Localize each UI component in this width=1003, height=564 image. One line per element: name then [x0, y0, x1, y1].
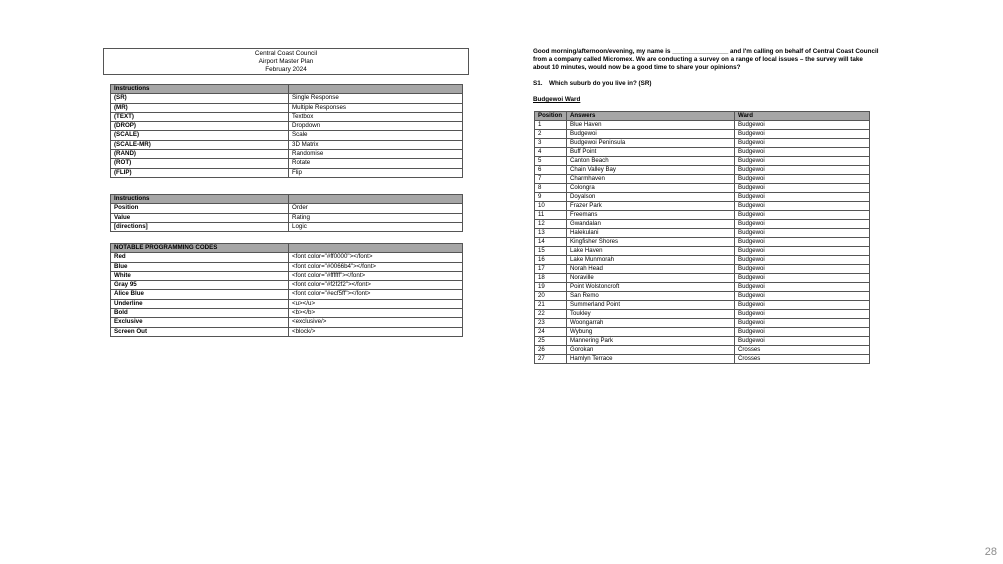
- programming-code-row-cell: Underline: [111, 299, 289, 308]
- suburb-row-cell: 10: [535, 202, 567, 211]
- suburb-row-cell: 3: [535, 139, 567, 148]
- instruction-row: [111, 94, 463, 103]
- suburb-row-cell: Woongarrah: [567, 319, 735, 328]
- suburb-row: [535, 247, 870, 256]
- programming-code-row-cell: <block/>: [289, 327, 463, 336]
- suburb-row-cell: 17: [535, 265, 567, 274]
- suburb-row-cell: Budgewoi: [735, 139, 870, 148]
- suburb-row-cell: 15: [535, 247, 567, 256]
- suburb-row-cell: Budgewoi: [735, 292, 870, 301]
- suburb-row-cell: Crosses: [735, 355, 870, 364]
- instruction-row-cell: Dropdown: [289, 122, 463, 131]
- programming-code-row: [111, 253, 463, 262]
- suburb-row-cell: Budgewoi: [735, 265, 870, 274]
- suburb-row-cell: Budgewoi: [735, 202, 870, 211]
- programming-code-row: [111, 262, 463, 271]
- suburb-row-cell: Canton Beach: [567, 157, 735, 166]
- instruction-row-cell: (SR): [111, 94, 289, 103]
- instruction-2-row-cell: Logic: [289, 222, 463, 231]
- programming-codes-table: [110, 243, 463, 337]
- suburb-row: [535, 220, 870, 229]
- instructions-table-2-title: Instructions: [111, 195, 289, 204]
- suburb-row: [535, 265, 870, 274]
- suburb-row-cell: Toukley: [567, 310, 735, 319]
- header-answers: Answers: [567, 112, 735, 121]
- suburb-row: [535, 238, 870, 247]
- programming-code-row: [111, 318, 463, 327]
- programming-code-row-cell: White: [111, 271, 289, 280]
- suburb-row-cell: 22: [535, 310, 567, 319]
- instruction-row-cell: Rotate: [289, 159, 463, 168]
- suburb-row: [535, 346, 870, 355]
- suburb-row-cell: 1: [535, 121, 567, 130]
- suburb-row-cell: 23: [535, 319, 567, 328]
- instruction-row-cell: (ROT): [111, 159, 289, 168]
- suburb-row-cell: 21: [535, 301, 567, 310]
- suburb-row-cell: 13: [535, 229, 567, 238]
- instruction-row-cell: Flip: [289, 168, 463, 177]
- suburb-row-cell: Hamlyn Terrace: [567, 355, 735, 364]
- programming-code-row-cell: <b></b>: [289, 309, 463, 318]
- suburb-row-cell: 12: [535, 220, 567, 229]
- suburb-row: [535, 175, 870, 184]
- programming-code-row-cell: Exclusive: [111, 318, 289, 327]
- suburb-row: [535, 166, 870, 175]
- instruction-row: [111, 112, 463, 121]
- instruction-2-row: [111, 204, 463, 213]
- suburb-row-cell: Wybung: [567, 328, 735, 337]
- document-title-box: [103, 48, 469, 75]
- programming-code-row-cell: <u></u>: [289, 299, 463, 308]
- suburb-row-cell: Budgewoi: [735, 148, 870, 157]
- programming-code-row-cell: Gray 95: [111, 281, 289, 290]
- suburb-row: [535, 301, 870, 310]
- instruction-2-row-cell: Position: [111, 204, 289, 213]
- suburb-row: [535, 310, 870, 319]
- instruction-row-cell: Multiple Responses: [289, 103, 463, 112]
- suburb-row-cell: Halekulani: [567, 229, 735, 238]
- instructions-table-2: [110, 194, 463, 232]
- programming-code-row-cell: Alice Blue: [111, 290, 289, 299]
- suburb-row-cell: Budgewoi: [735, 130, 870, 139]
- suburb-row-cell: Budgewoi: [735, 283, 870, 292]
- suburb-row-cell: 18: [535, 274, 567, 283]
- suburb-row-cell: 7: [535, 175, 567, 184]
- programming-code-row-cell: <font color="#0066b4"></font>: [289, 262, 463, 271]
- instruction-2-row: [111, 222, 463, 231]
- suburb-row-cell: 24: [535, 328, 567, 337]
- programming-code-row-cell: Blue: [111, 262, 289, 271]
- suburb-row: [535, 274, 870, 283]
- suburb-row-cell: 6: [535, 166, 567, 175]
- suburb-row: [535, 157, 870, 166]
- instructions-table-title: Instructions: [111, 85, 289, 94]
- instruction-row: [111, 140, 463, 149]
- programming-code-row-cell: Bold: [111, 309, 289, 318]
- suburb-row-cell: 2: [535, 130, 567, 139]
- programming-code-row-cell: <exclusive/>: [289, 318, 463, 327]
- suburb-row-cell: 26: [535, 346, 567, 355]
- suburb-row-cell: 27: [535, 355, 567, 364]
- instructions-table: [110, 84, 463, 178]
- suburb-row: [535, 256, 870, 265]
- instruction-row-cell: 3D Matrix: [289, 140, 463, 149]
- suburb-row: [535, 121, 870, 130]
- suburb-row-cell: Chain Valley Bay: [567, 166, 735, 175]
- suburb-row-cell: Budgewoi: [735, 184, 870, 193]
- suburb-row: [535, 319, 870, 328]
- suburb-row: [535, 337, 870, 346]
- instruction-row-cell: (FLIP): [111, 168, 289, 177]
- programming-code-row-cell: Red: [111, 253, 289, 262]
- programming-code-row-cell: <font color="#ff0000"></font>: [289, 253, 463, 262]
- suburb-row-cell: Crosses: [735, 346, 870, 355]
- suburb-row-cell: Budgewoi Peninsula: [567, 139, 735, 148]
- suburb-row-cell: Budgewoi: [735, 157, 870, 166]
- instruction-row: [111, 159, 463, 168]
- ward-table-header-row: [535, 112, 870, 121]
- suburb-row-cell: Budgewoi: [735, 247, 870, 256]
- suburb-row-cell: Budgewoi: [735, 121, 870, 130]
- suburb-row: [535, 184, 870, 193]
- instruction-row-cell: (DROP): [111, 122, 289, 131]
- programming-code-row: [111, 299, 463, 308]
- suburb-row-cell: Budgewoi: [735, 301, 870, 310]
- programming-code-row: [111, 290, 463, 299]
- suburb-row-cell: 16: [535, 256, 567, 265]
- programming-code-row: [111, 271, 463, 280]
- suburb-row-cell: Kingfisher Shores: [567, 238, 735, 247]
- instruction-row-cell: Scale: [289, 131, 463, 140]
- suburb-row-cell: 20: [535, 292, 567, 301]
- programming-code-row-cell: <font color="#f2f2f2"></font>: [289, 281, 463, 290]
- suburb-row: [535, 130, 870, 139]
- instruction-row-cell: (MR): [111, 103, 289, 112]
- suburb-row-cell: 8: [535, 184, 567, 193]
- instruction-row: [111, 150, 463, 159]
- suburb-row-cell: Lake Haven: [567, 247, 735, 256]
- suburb-row: [535, 193, 870, 202]
- suburb-row: [535, 229, 870, 238]
- instruction-row: [111, 103, 463, 112]
- programming-code-row-cell: Screen Out: [111, 327, 289, 336]
- suburb-row-cell: Budgewoi: [735, 319, 870, 328]
- programming-codes-title: NOTABLE PROGRAMMING CODES: [111, 244, 289, 253]
- page-number: 28: [984, 546, 997, 558]
- instruction-2-row-cell: Value: [111, 213, 289, 222]
- suburb-row-cell: Budgewoi: [735, 193, 870, 202]
- question-text: Which suburb do you live in? (SR): [549, 80, 652, 87]
- suburb-row-cell: Budgewoi: [735, 328, 870, 337]
- instruction-2-row-cell: Order: [289, 204, 463, 213]
- instruction-row: [111, 122, 463, 131]
- suburb-row-cell: Frazer Park: [567, 202, 735, 211]
- instruction-row-cell: (SCALE): [111, 131, 289, 140]
- instruction-2-row: [111, 213, 463, 222]
- instruction-row-cell: Textbox: [289, 112, 463, 121]
- suburb-row-cell: 9: [535, 193, 567, 202]
- suburb-ward-table: [534, 111, 870, 364]
- suburb-row: [535, 139, 870, 148]
- suburb-row: [535, 328, 870, 337]
- suburb-row: [535, 202, 870, 211]
- programming-code-row-cell: <font color="#ecf5ff"></font>: [289, 290, 463, 299]
- suburb-row-cell: Budgewoi: [735, 310, 870, 319]
- suburb-row-cell: 4: [535, 148, 567, 157]
- suburb-row: [535, 292, 870, 301]
- suburb-row-cell: Buff Point: [567, 148, 735, 157]
- header-position: Position: [535, 112, 567, 121]
- suburb-row: [535, 283, 870, 292]
- instruction-row-cell: (SCALE-MR): [111, 140, 289, 149]
- project-name: Airport Master Plan: [258, 57, 314, 65]
- suburb-row-cell: Budgewoi: [735, 274, 870, 283]
- suburb-row-cell: Point Wolstoncroft: [567, 283, 735, 292]
- suburb-row-cell: 5: [535, 157, 567, 166]
- programming-code-row: [111, 327, 463, 336]
- suburb-row-cell: Noraville: [567, 274, 735, 283]
- survey-intro-script: Good morning/afternoon/evening, my name is ________________ and I'm calling on behalf of Central Coast Council from a company called Micromex. We are conducting a survey on a range of local issues – the survey will take about 10 minutes, would now be a good time to share your opinions?: [533, 48, 879, 71]
- council-name: Central Coast Council: [254, 50, 318, 57]
- instruction-row-cell: Single Response: [289, 94, 463, 103]
- instruction-2-row-cell: Rating: [289, 213, 463, 222]
- programming-code-row-cell: <font color="#ffffff"></font>: [289, 271, 463, 280]
- document-date: February 2024: [265, 65, 307, 73]
- suburb-row-cell: Freemans: [567, 211, 735, 220]
- suburb-row-cell: 25: [535, 337, 567, 346]
- suburb-row-cell: 14: [535, 238, 567, 247]
- suburb-row-cell: Budgewoi: [735, 175, 870, 184]
- suburb-row-cell: Budgewoi: [567, 130, 735, 139]
- ward-heading: Budgewoi Ward: [533, 96, 581, 103]
- suburb-row-cell: Blue Haven: [567, 121, 735, 130]
- header-ward: Ward: [735, 112, 870, 121]
- suburb-row-cell: Gwandalan: [567, 220, 735, 229]
- suburb-row: [535, 211, 870, 220]
- programming-code-row: [111, 309, 463, 318]
- suburb-row-cell: Summerland Point: [567, 301, 735, 310]
- instruction-row-cell: (TEXT): [111, 112, 289, 121]
- suburb-row-cell: 19: [535, 283, 567, 292]
- suburb-row-cell: 11: [535, 211, 567, 220]
- instruction-row-cell: Randomise: [289, 150, 463, 159]
- question-s1: [533, 80, 652, 87]
- suburb-row-cell: Mannering Park: [567, 337, 735, 346]
- suburb-row-cell: Budgewoi: [735, 220, 870, 229]
- suburb-row-cell: Gorokan: [567, 346, 735, 355]
- question-number: S1.: [533, 80, 543, 87]
- suburb-row-cell: Budgewoi: [735, 166, 870, 175]
- suburb-row-cell: Budgewoi: [735, 256, 870, 265]
- suburb-row: [535, 148, 870, 157]
- suburb-row-cell: Lake Munmorah: [567, 256, 735, 265]
- suburb-row-cell: Norah Head: [567, 265, 735, 274]
- suburb-row-cell: Budgewoi: [735, 238, 870, 247]
- instruction-2-row-cell: [directions]: [111, 222, 289, 231]
- suburb-row-cell: San Remo: [567, 292, 735, 301]
- suburb-row-cell: Doyalson: [567, 193, 735, 202]
- suburb-row-cell: Budgewoi: [735, 211, 870, 220]
- suburb-row-cell: Budgewoi: [735, 229, 870, 238]
- instruction-row-cell: (RAND): [111, 150, 289, 159]
- instruction-row: [111, 168, 463, 177]
- suburb-row-cell: Colongra: [567, 184, 735, 193]
- suburb-row: [535, 355, 870, 364]
- instruction-row: [111, 131, 463, 140]
- suburb-row-cell: Charmhaven: [567, 175, 735, 184]
- programming-code-row: [111, 281, 463, 290]
- suburb-row-cell: Budgewoi: [735, 337, 870, 346]
